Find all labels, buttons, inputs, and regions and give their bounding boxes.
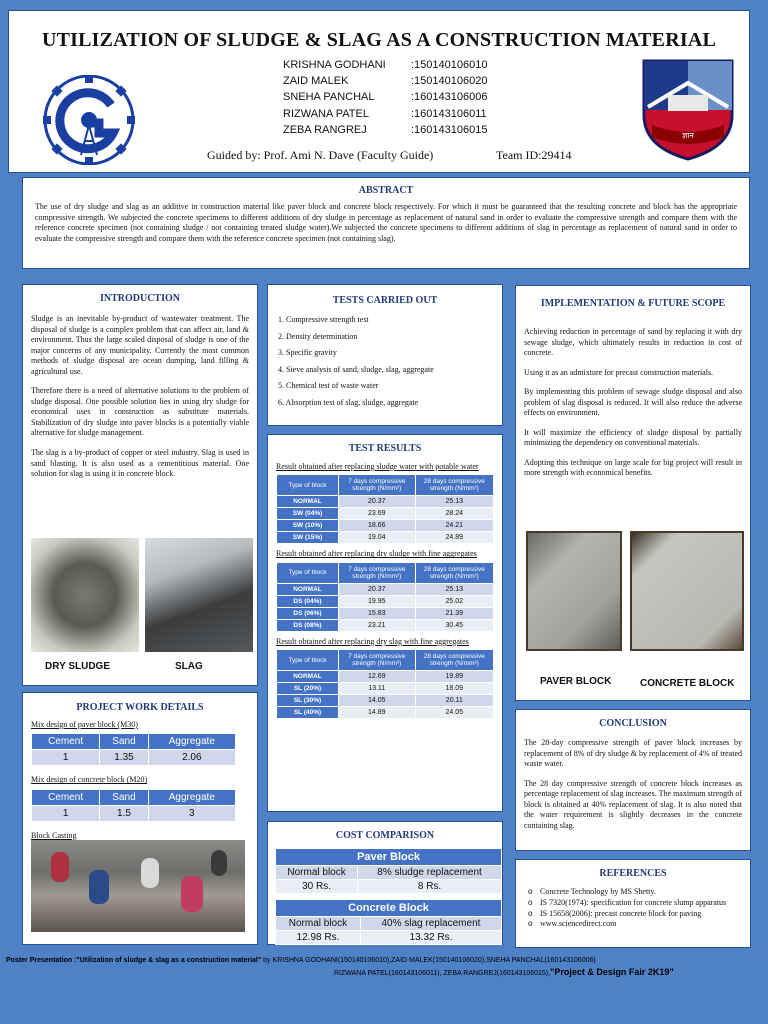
column-header: Aggregate bbox=[148, 789, 235, 805]
column-header: 7 days compressive strength (N/mm²) bbox=[339, 562, 416, 583]
column-header: Aggregate bbox=[148, 734, 235, 750]
mix2-caption: Mix design of concrete block (M20) bbox=[31, 775, 148, 785]
results-caption: Result obtained after replacing dry sludge with fine aggregates bbox=[276, 549, 477, 559]
table-row: NORMAL 20.37 25.13 bbox=[277, 583, 494, 595]
implementation-panel bbox=[515, 285, 751, 701]
list-item: o IS 15658(2006): precast concrete block for paving bbox=[528, 909, 738, 920]
results-table bbox=[276, 474, 494, 544]
implementation-paragraph: By implementing this problem of sewage sludge disposal and also problem of slag disposal is reduced. It will also reduce the adverse effects on environment. bbox=[524, 387, 742, 418]
column-header: 28 days compressive strength (N/mm²) bbox=[415, 562, 493, 583]
list-item: o www.sciencedirect.com bbox=[528, 919, 738, 930]
column-header: Type of block bbox=[277, 562, 339, 583]
column-header: 7 days compressive strength (N/mm²) bbox=[339, 475, 416, 496]
project-work-title: PROJECT WORK DETAILS bbox=[76, 702, 204, 713]
slag-label: SLAG bbox=[175, 661, 203, 672]
poster-title: UTILIZATION OF SLUDGE & SLAG AS A CONSTRUCTION MATERIAL bbox=[41, 29, 717, 51]
results-caption: Result obtained after replacing sludge water with potable water bbox=[276, 462, 479, 471]
test-results-title: TEST RESULTS bbox=[348, 443, 422, 454]
references-title: REFERENCES bbox=[599, 868, 667, 879]
list-item: 5. Chemical test of waste water bbox=[278, 381, 379, 390]
list-item: 1. Compressive strength test bbox=[278, 315, 369, 324]
abstract-title: ABSTRACT bbox=[358, 185, 414, 196]
list-item: o IS 7320(1974): specification for concrete slump apparatus bbox=[528, 898, 738, 909]
paver-cost-title: Paver Block bbox=[276, 849, 502, 866]
project-work-panel bbox=[22, 692, 258, 945]
implementation-paragraph: It will maximize the efficiency of sludge disposal by partially minimizing the dependency on conventional materials. bbox=[524, 427, 742, 448]
column-header: 28 days compressive strength (N/mm²) bbox=[415, 650, 493, 671]
table-row: SW (10%) 18.66 24.21 bbox=[277, 520, 494, 532]
table-row: DS (08%) 23.21 30.45 bbox=[277, 619, 494, 631]
test-results-panel bbox=[267, 434, 503, 812]
table-row: Normal block 8% sludge replacement bbox=[276, 866, 502, 880]
footer bbox=[6, 956, 766, 979]
introduction-paragraph: Therefore there is a need of alternative solutions to the problem of sludge disposal. One possible solution lies in using dry sludge for economical uses in construction as substitute materials. Stabilization of dry sludge into paver blocks is a potentially viable alternative for sludge management. bbox=[31, 386, 249, 438]
table-row: SL (20%) 13.11 18.09 bbox=[277, 683, 494, 695]
results-table bbox=[276, 562, 494, 632]
concrete-block-image bbox=[630, 531, 744, 651]
dry-sludge-label: DRY SLUDGE bbox=[45, 661, 111, 672]
author-row: KRISHNA GODHANI :150140106010 bbox=[283, 59, 488, 71]
paver-block-label: PAVER BLOCK bbox=[540, 676, 612, 687]
tests-panel bbox=[267, 284, 503, 426]
implementation-paragraph: Adopting this technique on large scale for big project will result in more strength with economical benefits. bbox=[524, 457, 742, 478]
conclusion-paragraph: The 28-day compressive strength of paver block increases by replacement of 8% of dry sludge & by replacement of 4% of treated waste water. bbox=[524, 738, 742, 769]
table-row: 30 Rs. 8 Rs. bbox=[276, 880, 502, 894]
implementation-paragraph: Achieving reduction in percentage of sand by replacing it with dry sewage sludge, which ultimately results in reduction in cost of concrete. bbox=[524, 327, 742, 358]
results-caption: Result obtained after replacing dry slag with fine aggregates bbox=[276, 636, 469, 646]
list-item: 3. Specific gravity bbox=[278, 348, 337, 357]
list-item: 2. Density determination bbox=[278, 331, 358, 341]
dry-sludge-image bbox=[31, 538, 139, 652]
table-row: NORMAL 12.69 19.89 bbox=[277, 671, 494, 683]
tests-title: TESTS CARRIED OUT bbox=[332, 295, 438, 306]
column-header: Cement bbox=[32, 789, 100, 805]
authors-list bbox=[283, 57, 487, 138]
header-panel bbox=[8, 10, 750, 173]
footer-fair: "Project & Design Fair 2K19" bbox=[550, 966, 674, 977]
column-header: Type of block bbox=[277, 475, 339, 496]
mix2-table bbox=[31, 789, 236, 822]
implementation-title: IMPLEMENTATION & FUTURE SCOPE bbox=[540, 298, 726, 309]
references-list bbox=[528, 887, 738, 930]
mix1-caption: Mix design of paver block (M30) bbox=[31, 720, 138, 729]
slag-image bbox=[145, 538, 253, 652]
crest-motto: ज्ञान bbox=[682, 131, 694, 140]
casting-caption: Block Casting bbox=[31, 830, 77, 840]
column-header: 28 days compressive strength (N/mm²) bbox=[415, 475, 493, 496]
introduction-panel bbox=[22, 284, 258, 686]
team-id: Team ID:29414 bbox=[496, 148, 572, 162]
author-row: ZAID MALEK :150140106020 bbox=[283, 75, 488, 88]
list-item: 6. Absorption test of slag, sludge, aggregate bbox=[278, 397, 419, 407]
paver-block-image bbox=[526, 531, 622, 651]
footer-lead: Poster Presentation :"Utilization of sludge & slag as a construction material" bbox=[6, 957, 262, 964]
tests-list bbox=[278, 315, 492, 407]
table-row: SW (04%) 23.69 28.24 bbox=[277, 508, 494, 520]
table-row: Normal block 40% slag replacement bbox=[276, 917, 502, 931]
table-row: SL (30%) 14.05 20.11 bbox=[277, 695, 494, 707]
concrete-cost-table bbox=[275, 899, 502, 945]
university-logo-icon bbox=[37, 75, 141, 165]
column-header: Sand bbox=[100, 789, 148, 805]
footer-line1: by KRISHNA GODHANI(150140106010),ZAID MALEK(150140106020),SNEHA PANCHAL(160143106006) bbox=[261, 957, 596, 964]
gtu-crest-icon bbox=[638, 55, 738, 161]
introduction-paragraph: Sludge is an inevitable by-product of wastewater treatment. The disposal of sludge is a complex problem that can affect air, land & environment. Thus the large scaled disposal of sludge is one of the major concerns of any municipality. Currently the most common methods of sludge disposal are ocean dumping, land filling & agricultural use. bbox=[31, 314, 249, 376]
concrete-block-label: CONCRETE BLOCK bbox=[640, 678, 735, 689]
introduction-title: INTRODUCTION bbox=[99, 293, 180, 304]
cost-title: COST COMPARISON bbox=[335, 830, 435, 841]
author-row: RIZWANA PATEL :160143106011 bbox=[283, 107, 487, 120]
guided-by: Guided by: Prof. Ami N. Dave (Faculty Guide) bbox=[207, 148, 434, 162]
conclusion-panel bbox=[515, 709, 751, 851]
references-panel bbox=[515, 859, 751, 948]
conclusion-title: CONCLUSION bbox=[599, 718, 667, 729]
table-row: 12.98 Rs. 13.32 Rs. bbox=[276, 931, 502, 945]
list-item: o Concrete Technology by MS Shetty. bbox=[528, 887, 738, 898]
concrete-cost-title: Concrete Block bbox=[276, 900, 502, 917]
introduction-paragraph: The slag is a by-product of copper or steel industry. Slag is used in sand blasting. It is also used as a cementitious material. One solution for slag is using it in concrete block. bbox=[31, 448, 249, 479]
table-row: NORMAL 20.37 25.13 bbox=[277, 496, 494, 508]
conclusion-paragraph: The 28 day compressive strength of concrete block increases as percentage replacement of slag increases. The maximum strength of block is obtained at 40% replacement of slag. It is also noted that the water requirement is slightly decreases in the concrete containing slag. bbox=[524, 778, 742, 830]
table-row: DS (06%) 15.83 21.39 bbox=[277, 607, 494, 619]
cost-comparison-panel bbox=[267, 821, 503, 945]
column-header: Cement bbox=[32, 734, 100, 750]
block-casting-image bbox=[31, 840, 245, 932]
author-row: ZEBA RANGREJ :160143106015 bbox=[283, 123, 488, 136]
table-row: SW (15%) 19.04 24.89 bbox=[277, 532, 494, 544]
author-row: SNEHA PANCHAL :160143106006 bbox=[283, 91, 488, 104]
column-header: 7 days compressive strength (N/mm²) bbox=[339, 650, 416, 671]
list-item: 4. Sieve analysis of sand, sludge, slag, aggregate bbox=[278, 364, 434, 374]
table-row: 1 1.35 2.06 bbox=[32, 750, 236, 766]
paver-cost-table bbox=[275, 848, 502, 894]
table-row: DS (04%) 19.95 25.02 bbox=[277, 595, 494, 607]
abstract-text: The use of dry sludge and slag as an additive in construction material like paver block and concrete block respectively. For which it must be guaranteed that the resulting concrete and block has the appropriate compressive strength. We subjected the concrete specimens to different additions of dry sludge in percentage as replacement of natural sand in order to evaluate the compressive strength and compare them with the reference concrete specimen (not containing sludge / not containing treated sludge water).We subjected the concrete specimens to different additions of slag in percentage as replacement of natural sand in order to evaluate the compressive strength and compare them with the reference concrete specimen (not containing slag). bbox=[35, 202, 737, 243]
implementation-paragraph: Using it as an admixture for precast construction materials. bbox=[524, 367, 714, 377]
abstract-panel bbox=[22, 177, 750, 269]
column-header: Sand bbox=[100, 734, 148, 750]
results-table bbox=[276, 649, 494, 719]
table-row: 1 1.5 3 bbox=[32, 805, 236, 821]
column-header: Type of block bbox=[277, 650, 339, 671]
footer-line2: RIZWANA PATEL(160143106011), ZEBA RANGREJ(160143106015), bbox=[334, 969, 551, 977]
table-row: SL (40%) 14.89 24.05 bbox=[277, 707, 494, 719]
mix1-table bbox=[31, 733, 236, 766]
